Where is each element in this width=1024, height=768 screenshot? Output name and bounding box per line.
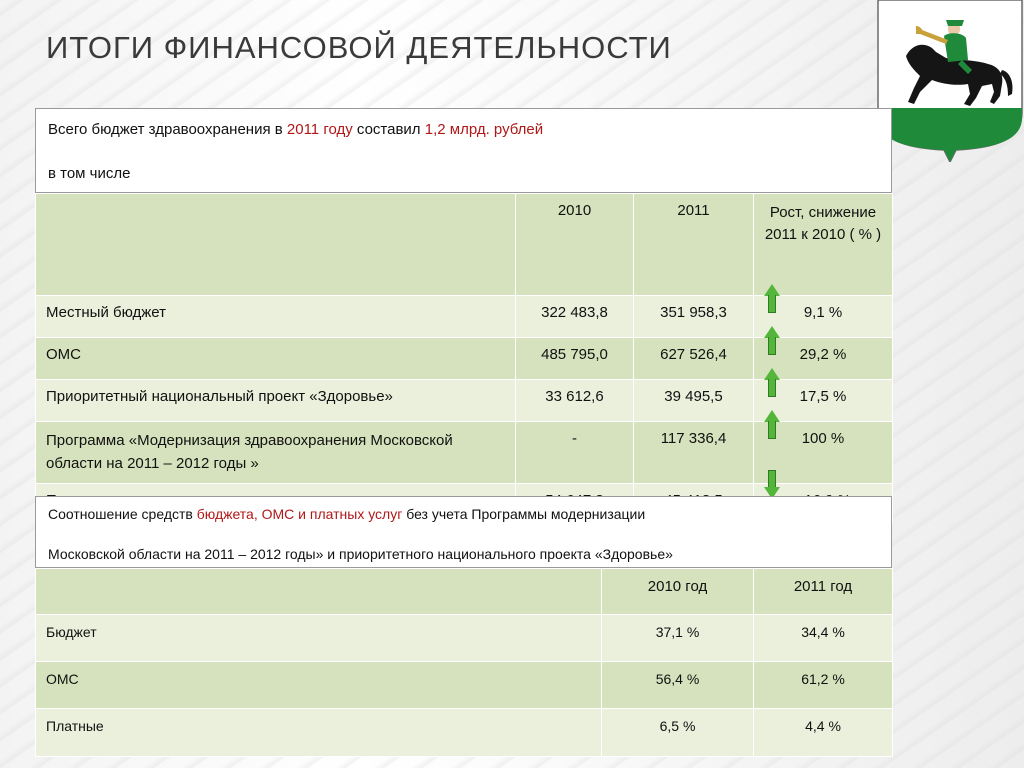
ratio-caption-line2: Московской области на 2011 – 2012 годы» и приоритетного национального проекта «Здоровье» <box>48 546 673 562</box>
summary-year: 2011 году <box>286 121 353 138</box>
table-row <box>36 615 893 662</box>
arrow-up-icon <box>764 410 780 440</box>
table-header-row <box>36 569 893 615</box>
funding-ratio-table <box>35 568 893 757</box>
summary-amount: 1,2 млрд. рублей <box>424 121 544 138</box>
row-label: Приоритетный национальный проект «Здоровье» <box>36 380 516 422</box>
arrow-up-icon <box>764 368 780 398</box>
value-2011: 117 336,4 <box>634 422 754 484</box>
value-2011: 627 526,4 <box>634 338 754 380</box>
header-cell-empty <box>36 194 516 296</box>
value-2010: 56,4 % <box>602 662 754 709</box>
value-2010: 6,5 % <box>602 709 754 757</box>
value-2010: 322 483,8 <box>516 296 634 338</box>
table-row <box>36 662 893 709</box>
row-label: Платные <box>36 709 602 757</box>
arrow-up-icon <box>764 326 780 356</box>
value-2011: 4,4 % <box>754 709 893 757</box>
growth-value: 17,5 % <box>799 388 847 405</box>
row-label: Бюджет <box>36 615 602 662</box>
value-2010: 33 612,6 <box>516 380 634 422</box>
growth-value: 9,1 % <box>803 304 843 321</box>
header-cell-2011: 2011 <box>634 194 754 296</box>
value-2011: 34,4 % <box>754 615 893 662</box>
header-cell-empty <box>36 569 602 615</box>
coat-of-arms-emblem <box>876 0 1024 162</box>
header-cell-2010: 2010 <box>516 194 634 296</box>
row-label: ОМС <box>36 338 516 380</box>
ratio-highlight: бюджета, ОМС и платных услуг <box>196 506 403 522</box>
ratio-caption-panel <box>35 496 892 568</box>
ratio-suffix: без учета Программы модернизации <box>402 506 646 522</box>
summary-middle: составил <box>352 121 425 138</box>
ratio-caption-line <box>48 506 645 522</box>
header-cell-2011: 2011 год <box>754 569 893 615</box>
table-header-row <box>36 194 893 296</box>
page-title: ИТОГИ ФИНАНСОВОЙ ДЕЯТЕЛЬНОСТИ <box>46 30 672 65</box>
budget-sources-table <box>35 193 893 524</box>
ratio-prefix: Соотношение средств <box>48 506 197 522</box>
header-cell-2010: 2010 год <box>602 569 754 615</box>
value-2010: 485 795,0 <box>516 338 634 380</box>
header-cell-growth: Рост, снижение 2011 к 2010 ( % ) <box>754 194 893 296</box>
row-label: ОМС <box>36 662 602 709</box>
arrow-up-icon <box>764 284 780 314</box>
value-2010: - <box>516 422 634 484</box>
row-label: Местный бюджет <box>36 296 516 338</box>
growth-value: 100 % <box>801 430 845 447</box>
value-2011: 39 495,5 <box>634 380 754 422</box>
value-2011: 351 958,3 <box>634 296 754 338</box>
budget-summary-panel <box>35 108 892 193</box>
budget-summary-line <box>48 121 543 138</box>
value-2011: 61,2 % <box>754 662 893 709</box>
summary-including: в том числе <box>48 165 131 182</box>
growth-value: 29,2 % <box>799 346 847 363</box>
summary-prefix: Всего бюджет здравоохранения в <box>48 121 287 138</box>
value-2010: 37,1 % <box>602 615 754 662</box>
row-label: Программа «Модернизация здравоохранения Московской области на 2011 – 2012 годы » <box>36 422 516 484</box>
table-row <box>36 709 893 757</box>
